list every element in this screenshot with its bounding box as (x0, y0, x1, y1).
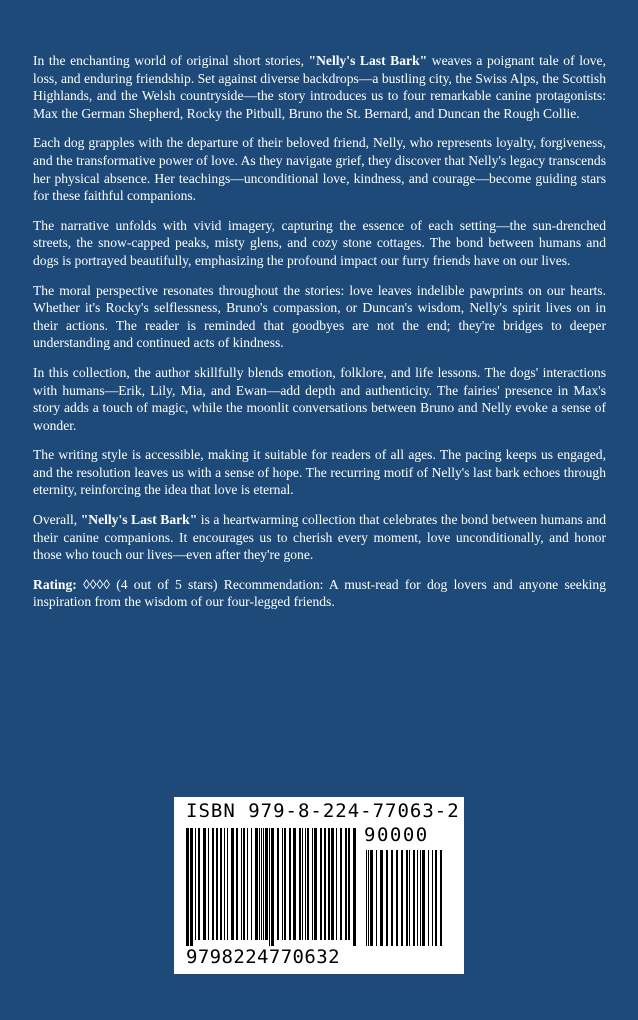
barcode-bar (366, 850, 367, 946)
barcode-bar (422, 850, 425, 946)
barcode-bar (428, 850, 429, 946)
barcode-bar (401, 850, 403, 946)
barcode-bar (302, 828, 303, 940)
barcode-bar (271, 828, 274, 946)
paragraph-moral: The moral perspective resonates throughout the stories: love leaves indelible pawprints on our hearts. Whether it's Rocky's selflessness, Bruno's compassion, or Duncan's wisdom, Nelly's spirit lives on in their actions. The reader is reminded that goodbyes are not the end; they're bridges to deeper understanding and continued acts of kindness. (33, 282, 606, 351)
barcode-bar (320, 828, 322, 940)
barcode-bar (396, 850, 398, 946)
barcode-bar (261, 828, 262, 940)
barcode-bar (406, 850, 408, 946)
barcode-bar (340, 828, 342, 940)
paragraph-style: The writing style is accessible, making it suitable for readers of all ages. The pacing keeps us engaged, and the resolution leaves us with a sense of hope. The recurring motif of Nelly's last bark echoes through eternity, reinforcing the idea that love is eternal. (33, 447, 606, 498)
barcode-bar (243, 828, 245, 940)
description-text (33, 52, 606, 623)
barcode-bar (227, 828, 228, 940)
barcode-bar (413, 850, 415, 946)
barcode-bar (376, 850, 377, 946)
barcode-bar (417, 850, 418, 946)
barcode-main-bars (186, 828, 358, 946)
barcode-bar (186, 828, 189, 946)
barcode-bar (299, 828, 301, 940)
book-title-mention: "Nelly's Last Bark" (80, 512, 198, 528)
barcode-bar (336, 828, 337, 940)
barcode-bar (265, 828, 268, 940)
paragraph-rating: Rating: ◊◊◊◊ (4 out of 5 stars) Recommendation: A must-read for dog lovers and anyone seeking inspiration from the wisdom of our four-legged friends. (33, 576, 606, 610)
barcode-bar (198, 828, 200, 940)
barcode-bar (435, 850, 437, 946)
paragraph-overall: Overall, "Nelly's Last Bark" is a heartwarming collection that celebrates the bond between humans and their canine companions. It encourages us to cherish every moment, love unconditionally, and honor those who touch our lives—even after they're gone. (33, 512, 606, 563)
rating-label: Rating: (33, 576, 77, 592)
barcode-bar (380, 850, 383, 946)
barcode-bar (224, 828, 225, 940)
barcode-bar (212, 828, 214, 940)
isbn-label: ISBN 979-8-224-77063-2 (186, 800, 460, 822)
barcode-bar (277, 828, 279, 940)
barcode-bar (386, 850, 388, 946)
barcode-bar (255, 828, 258, 940)
barcode-bar (208, 828, 209, 940)
barcode-bar (368, 850, 369, 946)
barcode-bar (282, 828, 283, 940)
barcode-bar (251, 828, 252, 940)
barcode-bar (289, 828, 291, 940)
barcode-bar (203, 828, 206, 940)
barcode-bar (312, 828, 313, 940)
barcode-bar (236, 828, 238, 940)
paragraph-grief: Each dog grapples with the departure of their beloved friend, Nelly, who represents loyalty, forgiveness, and the transformative power of love. As they navigate grief, they discover that Nelly's legacy transcends her physical absence. Her teachings—unconditional love, kindness, and courage—become guiding stars for these faithful companions. (33, 135, 606, 204)
barcode-bar (391, 850, 393, 946)
barcode-bar (409, 850, 410, 946)
barcode-bar (328, 828, 330, 940)
paragraph-imagery: The narrative unfolds with vivid imagery, capturing the essence of each setting—the sun-drenched streets, the snow-capped peaks, misty glens, and cozy stone cottages. The bond between humans and dogs is portrayed beautifully, emphasizing the profound impact our furry friends have on our lives. (33, 217, 606, 268)
barcode-bar (190, 828, 193, 946)
barcode-bar (293, 828, 296, 940)
barcode-bar (420, 850, 421, 946)
barcode-digits: 9798224770632 (186, 946, 340, 968)
paragraph-collection: In this collection, the author skillfully blends emotion, folklore, and life lessons. The dogs' interactions with humans—Erik, Lily, Mia, and Ewan—add depth and authenticity. The fairies' presence in Max's story adds a touch of magic, while the moonlit conversations between Bruno and Nelly evoke a sense of wonder. (33, 364, 606, 433)
barcode-bar (440, 850, 442, 946)
book-title-mention: "Nelly's Last Bark" (308, 53, 428, 68)
barcode-bar (263, 828, 264, 940)
barcode-bar (324, 828, 326, 940)
isbn-barcode (174, 797, 464, 974)
barcode-bar (216, 828, 218, 940)
rating-diamonds-icon: ◊◊◊◊ (83, 576, 110, 592)
barcode-bar (432, 850, 433, 946)
barcode-bar (314, 828, 317, 940)
barcode-bar (305, 828, 306, 940)
barcode-bar (220, 828, 222, 940)
barcode-bar (348, 828, 350, 940)
paragraph-intro: In the enchanting world of original short stories, "Nelly's Last Bark" weaves a poignant tale of love, loss, and enduring friendship. Set against diverse backdrops—a bustling city, the Swiss Alps, the Scottish Highlands, and the Welsh countryside—the story introduces us to four remarkable canine protagonists: Max the German Shepherd, Rocky the Pitbull, Bruno the St. Bernard, and Duncan the Rough Collie. (33, 53, 607, 121)
barcode-addon-bars (366, 850, 446, 946)
barcode-bar (307, 828, 309, 940)
barcode-bar (195, 828, 196, 940)
barcode-bar (331, 828, 334, 940)
barcode-bar (231, 828, 234, 940)
barcode-bar (345, 828, 347, 940)
price-addon-label: 90000 (364, 824, 429, 846)
barcode-bar (284, 828, 286, 940)
barcode-bar (241, 828, 242, 940)
barcode-bar (269, 828, 270, 946)
barcode-bar (370, 850, 373, 946)
barcode-bar (353, 828, 356, 946)
barcode-bar (259, 828, 260, 940)
barcode-bar (247, 828, 248, 940)
